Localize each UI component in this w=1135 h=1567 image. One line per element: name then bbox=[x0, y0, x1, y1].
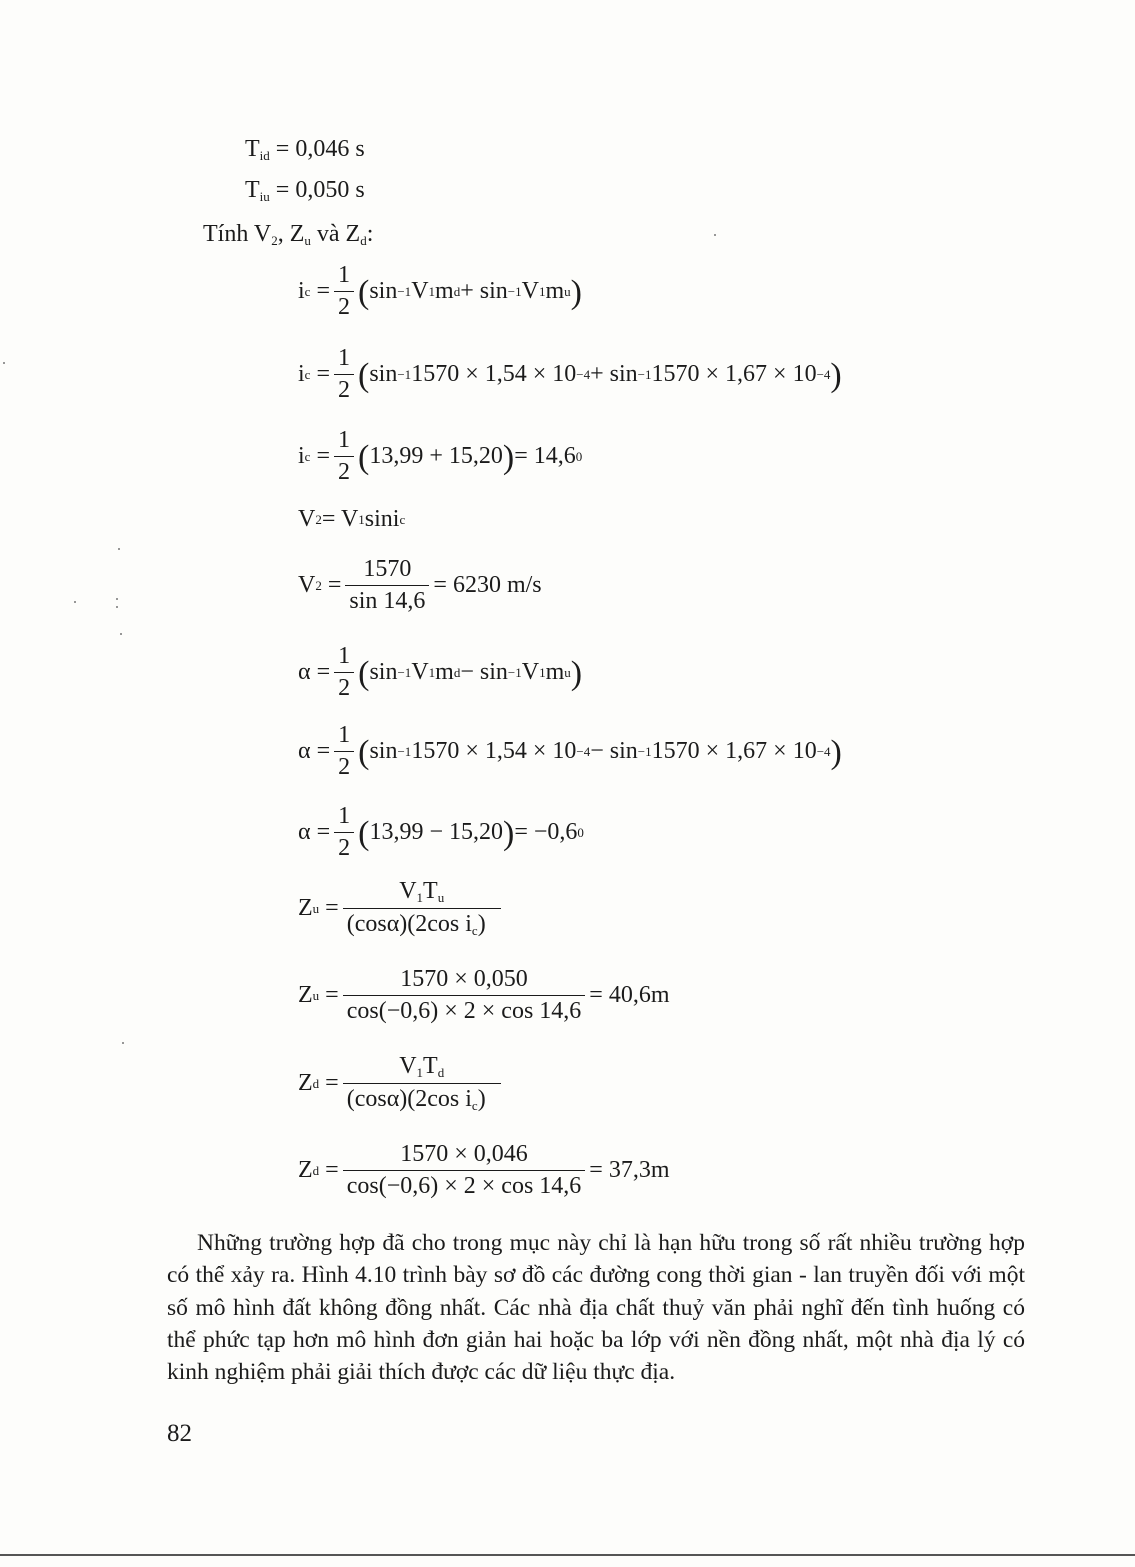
scan-speck bbox=[74, 601, 76, 603]
equation-zu-general: Z u = $\frac{V_1T_u}{(\cos\alpha)(2\cos i_c)}$ bbox=[298, 878, 505, 939]
equation-ic-result: i c = $\frac{1}{2}$ ( 13,99 + 15,20 ) = 14,6 0 bbox=[298, 427, 583, 485]
page-bottom-edge bbox=[0, 1554, 1135, 1556]
intro-line: Tính $V_2$, $Z_u$ và $Z_d$: bbox=[203, 221, 374, 248]
equation-ic-general: i c = $\frac{1}{2}$ ( sin −1 V 1 m d + sin −1 V 1 m u ) bbox=[298, 262, 582, 320]
scan-speck bbox=[118, 548, 120, 550]
scan-speck bbox=[120, 633, 122, 635]
equation-zu-result: Z u = $\frac{1570 \times 0,050}{\cos(-0,6) \times 2 \times \cos 14,6}$ = 40,6m bbox=[298, 966, 670, 1024]
scan-speck bbox=[116, 598, 118, 600]
page-number: 82 bbox=[167, 1420, 192, 1447]
scan-speck bbox=[714, 234, 716, 236]
tid-line: $T_{id} = 0,046$ s bbox=[245, 136, 365, 163]
equation-alpha-result: α = $\frac{1}{2}$ ( 13,99 − 15,20 ) = −0,6 0 bbox=[298, 803, 584, 861]
body-paragraph: Những trường hợp đã cho trong mục này chỉ là hạn hữu trong số rất nhiều trường hợp có thể xảy ra. Hình 4.10 trình bày sơ đồ các đường cong thời gian - lan truyền đối với một số mô hình đất không đồng nhất. Các nhà địa chất thuỷ văn phải nghĩ đến tình huống có thể phức tạp hơn mô hình đơn giản hai hoặc ba lớp với nền đồng nhất, một nhà địa lý có kinh nghiệm phải giải thích được các dữ liệu thực địa. bbox=[167, 1230, 1025, 1386]
scan-speck bbox=[3, 362, 5, 364]
equation-ic-substituted: i c = $\frac{1}{2}$ ( sin −1 1570 × 1,54 × 10 −4 + sin −1 1570 × 1,67 × 10 −4 ) bbox=[298, 345, 842, 403]
equation-alpha-general: α = $\frac{1}{2}$ ( sin −1 V 1 m d − sin −1 V 1 m u ) bbox=[298, 643, 583, 701]
equation-alpha-substituted: α = $\frac{1}{2}$ ( sin −1 1570 × 1,54 × 10 −4 − sin −1 1570 × 1,67 × 10 −4 ) bbox=[298, 722, 842, 780]
tiu-line: $T_{iu} = 0,050$ s bbox=[245, 177, 365, 204]
equation-v2-general: V 2 = V 1 sini c bbox=[298, 506, 406, 532]
equation-zd-result: Z d = $\frac{1570 \times 0,046}{\cos(-0,6) \times 2 \times \cos 14,6}$ = 37,3m bbox=[298, 1141, 670, 1199]
equation-zd-general: Z d = $\frac{V_1T_d}{(\cos\alpha)(2\cos i_c)}$ bbox=[298, 1053, 505, 1114]
equation-v2-result: V 2 = $\frac{1570}{\sin 14,6}$ = 6230 m/s bbox=[298, 556, 542, 614]
scan-speck bbox=[122, 1042, 124, 1044]
scan-speck bbox=[116, 606, 118, 608]
